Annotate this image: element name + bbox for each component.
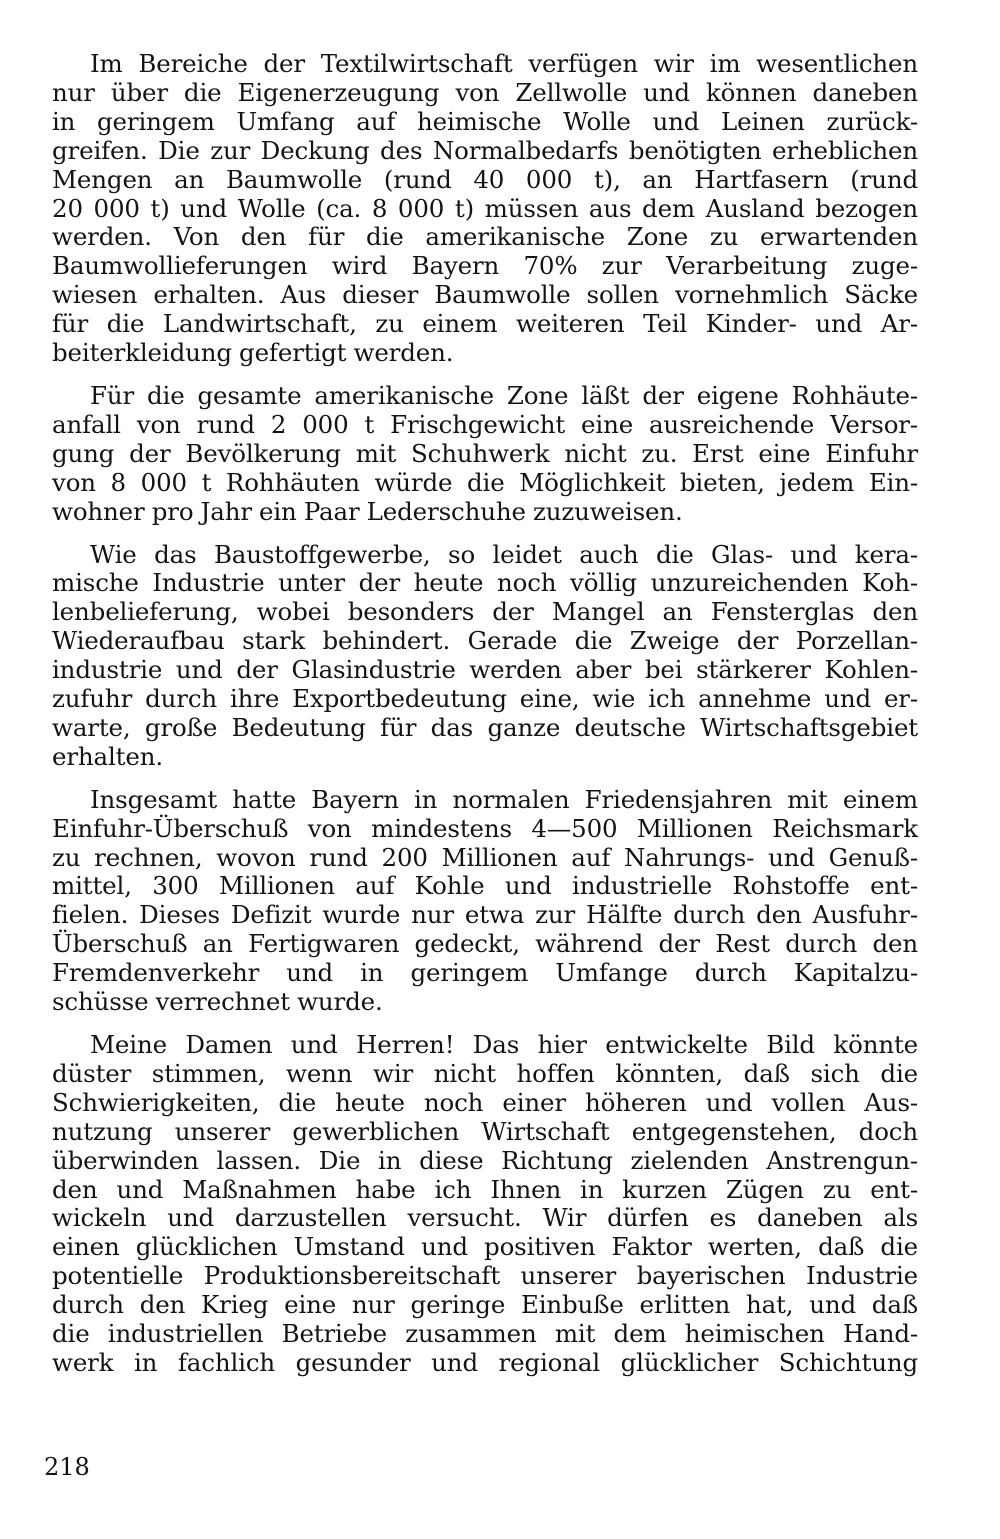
text-line: in geringem Umfang auf heimische Wolle und Leinen zurück- bbox=[52, 106, 918, 136]
text-line: Baumwollieferungen wird Bayern 70% zur Verarbeitung zuge- bbox=[52, 251, 918, 281]
text-line: Im Bereiche der Textilwirtschaft verfügen wir im wesentlichen bbox=[90, 49, 918, 78]
text-line: düster stimmen, wenn wir nicht hoffen könnten, daß sich die bbox=[52, 1058, 918, 1088]
paragraph-glass-ceramics bbox=[52, 541, 918, 772]
text-line: werden. Von den für die amerikanische Zone zu erwartenden bbox=[52, 222, 918, 252]
text-line: mische Industrie unter der heute noch völlig unzureichenden Koh- bbox=[52, 568, 918, 598]
text-line: Mengen an Baumwolle (rund 40 000 t), an Hartfasern (rund bbox=[52, 164, 918, 194]
text-line: schüsse verrechnet wurde. bbox=[52, 987, 383, 1017]
paragraph-closing bbox=[52, 1031, 918, 1378]
text-line: mittel, 300 Millionen auf Kohle und industrielle Rohstoffe ent- bbox=[52, 871, 918, 901]
text-line: beiterkleidung gefertigt werden. bbox=[52, 338, 454, 368]
text-line: Insgesamt hatte Bayern in normalen Friedensjahren mit einem bbox=[90, 784, 918, 814]
text-line: durch den Krieg eine nur geringe Einbuße erlitten hat, und daß bbox=[52, 1290, 918, 1320]
text-line: Schwierigkeiten, die heute noch einer höheren und vollen Aus- bbox=[52, 1087, 918, 1117]
text-line: Meine Damen und Herren! Das hier entwickelte Bild könnte bbox=[90, 1030, 918, 1059]
text-line: greifen. Die zur Deckung des Normalbedarfs benötigten erheblichen bbox=[52, 135, 918, 165]
page-body bbox=[52, 50, 918, 1392]
text-line: für die Landwirtschaft, zu einem weiteren Teil Kinder- und Ar- bbox=[52, 309, 918, 339]
text-line: Wie das Baustoffgewerbe, so leidet auch die Glas- und kera- bbox=[90, 539, 918, 569]
text-line: zu rechnen, wovon rund 200 Millionen auf Nahrungs- und Genuß- bbox=[52, 842, 918, 872]
text-line: lenbelieferung, wobei besonders der Mangel an Fensterglas den bbox=[52, 597, 918, 627]
text-line: einen glücklichen Umstand und positiven Faktor werten, daß die bbox=[52, 1232, 918, 1262]
text-line: von 8 000 t Rohhäuten würde die Möglichkeit bieten, jedem Ein- bbox=[52, 467, 918, 497]
text-line: wohner pro Jahr ein Paar Lederschuhe zuzuweisen. bbox=[52, 496, 683, 526]
text-line: zufuhr durch ihre Exportbedeutung eine, wie ich annehme und er- bbox=[52, 684, 918, 714]
text-line: anfall von rund 2 000 t Frischgewicht eine ausreichende Versor- bbox=[52, 409, 918, 439]
page-number: 218 bbox=[44, 1453, 90, 1481]
paragraph-hides bbox=[52, 382, 918, 527]
text-line: erhalten. bbox=[52, 741, 163, 771]
text-line: wiesen erhalten. Aus dieser Baumwolle sollen vornehmlich Säcke bbox=[52, 280, 918, 310]
text-line: Fremdenverkehr und in geringem Umfange durch Kapitalzu- bbox=[52, 958, 918, 988]
text-line: 20 000 t) und Wolle (ca. 8 000 t) müssen aus dem Ausland bezogen bbox=[52, 193, 918, 223]
text-line: Wiederaufbau stark behindert. Gerade die Zweige der Porzellan- bbox=[52, 626, 918, 656]
text-line: wickeln und darzustellen versucht. Wir dürfen es daneben als bbox=[52, 1203, 918, 1233]
text-line: nutzung unserer gewerblichen Wirtschaft entgegenstehen, doch bbox=[52, 1116, 918, 1146]
text-line: Für die gesamte amerikanische Zone läßt der eigene Rohhäute- bbox=[90, 380, 918, 410]
text-line: potentielle Produktionsbereitschaft unserer bayerischen Industrie bbox=[52, 1261, 918, 1291]
text-line: die industriellen Betriebe zusammen mit dem heimischen Hand- bbox=[52, 1319, 918, 1349]
text-line: Überschuß an Fertigwaren gedeckt, während der Rest durch den bbox=[52, 929, 918, 959]
text-line: fielen. Dieses Defizit wurde nur etwa zur Hälfte durch den Ausfuhr- bbox=[52, 900, 918, 930]
text-line: den und Maßnahmen habe ich Ihnen in kurzen Zügen zu ent- bbox=[52, 1174, 918, 1204]
text-line: industrie und der Glasindustrie werden aber bei stärkerer Kohlen- bbox=[52, 655, 918, 685]
text-line: Einfuhr-Überschuß von mindestens 4—500 Millionen Reichsmark bbox=[52, 813, 918, 843]
paragraph-import-surplus bbox=[52, 786, 918, 1017]
text-line: warte, große Bedeutung für das ganze deutsche Wirtschaftsgebiet bbox=[52, 712, 918, 742]
text-line: überwinden lassen. Die in diese Richtung zielenden Anstrengun- bbox=[52, 1145, 918, 1175]
text-line: gung der Bevölkerung mit Schuhwerk nicht zu. Erst eine Einfuhr bbox=[52, 438, 918, 468]
text-line: nur über die Eigenerzeugung von Zellwolle und können daneben bbox=[52, 77, 918, 107]
text-line: werk in fachlich gesunder und regional glücklicher Schichtung bbox=[52, 1347, 918, 1377]
paragraph-textile bbox=[52, 50, 918, 368]
